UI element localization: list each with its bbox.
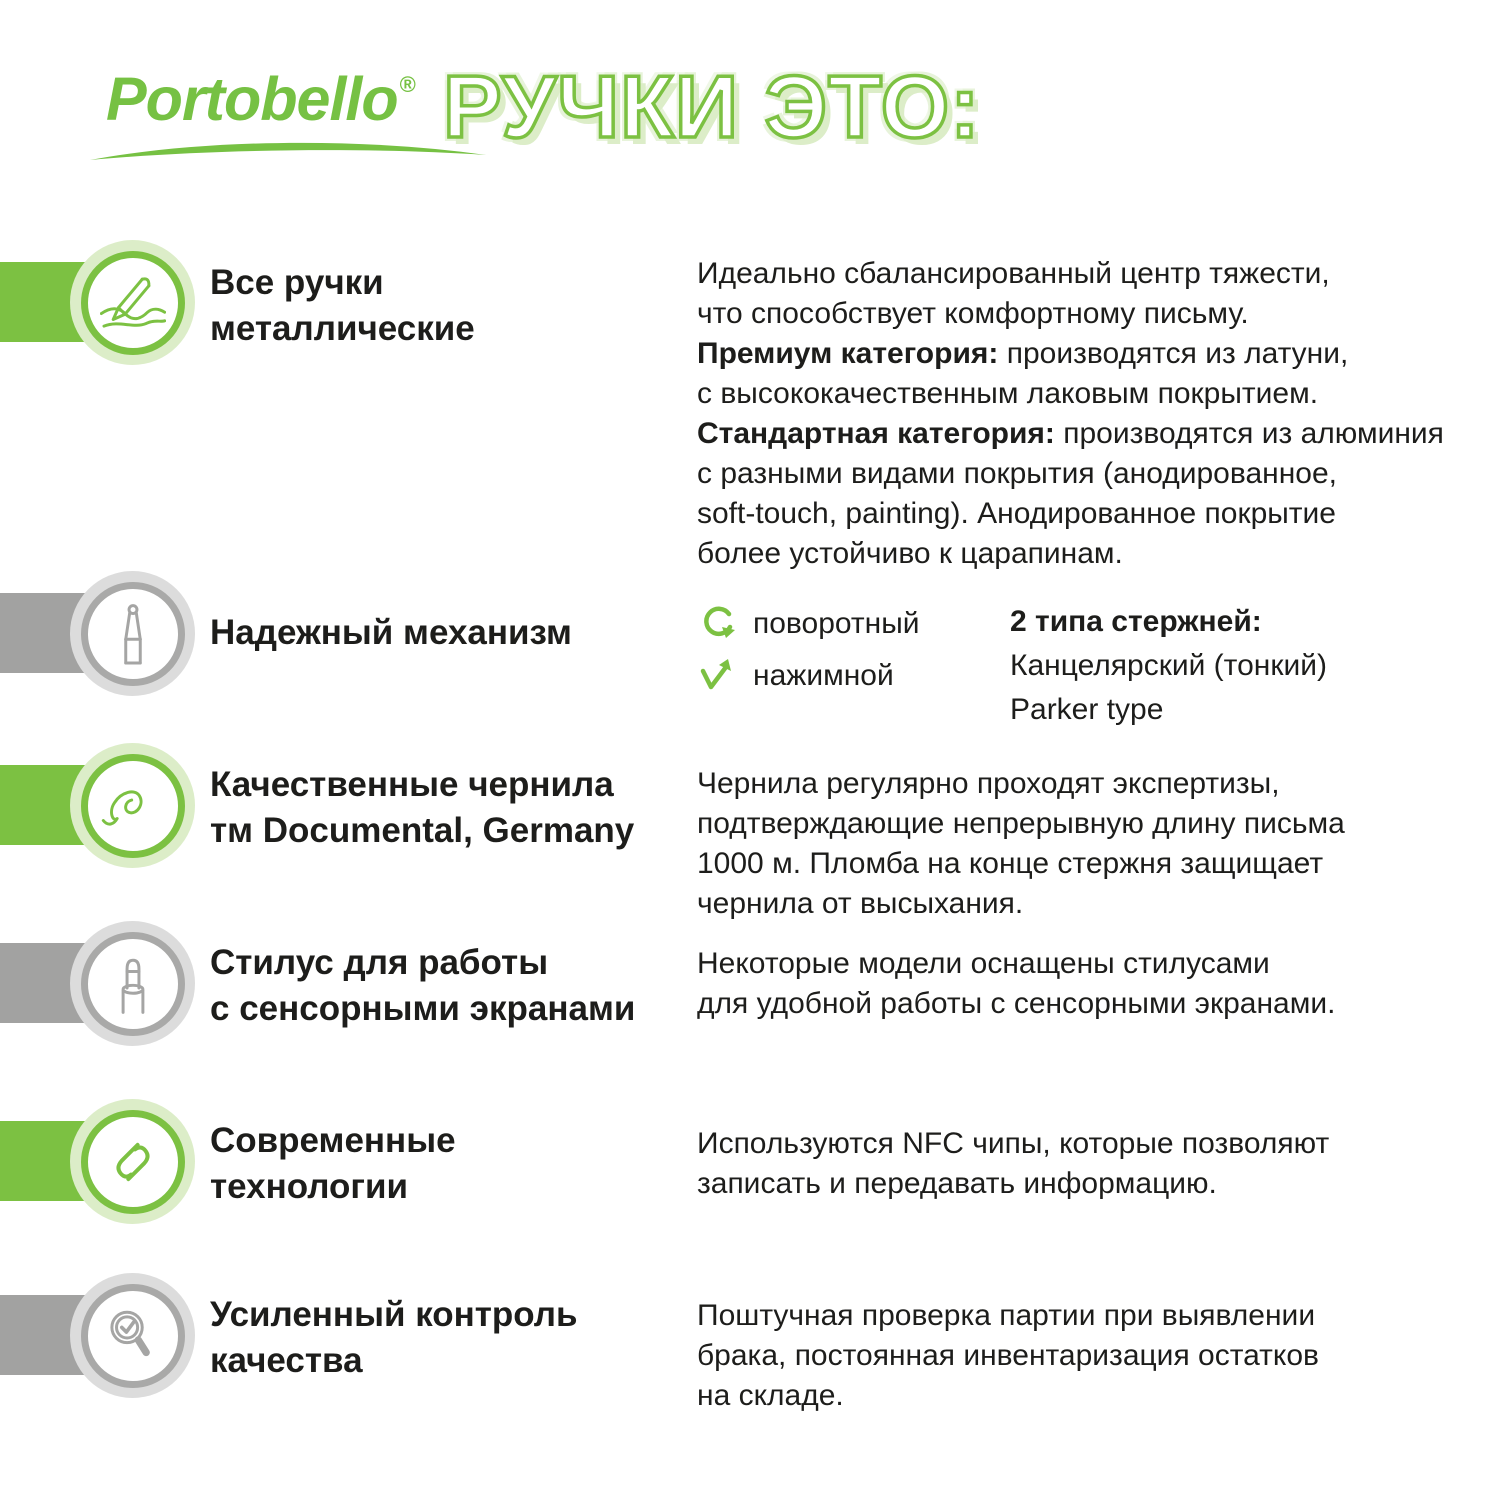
brand-name: Portobello <box>106 65 398 133</box>
mechanism-item <box>697 604 920 644</box>
press-arrow-icon <box>697 656 737 696</box>
feature-title: Надежный механизм <box>210 613 572 652</box>
logo-swoosh <box>88 138 488 164</box>
nfc-icon <box>70 1099 195 1224</box>
stylus-icon <box>70 921 195 1046</box>
mechanism-label: нажимной <box>753 659 894 692</box>
feature-title: Стилус для работы с сенсорными экранами <box>210 943 636 1028</box>
ink-squiggle-icon <box>70 743 195 868</box>
mechanism-label: поворотный <box>753 607 920 640</box>
registered-mark: ® <box>399 72 415 97</box>
page-title: РУЧКИ ЭТО: <box>443 57 981 156</box>
feature-title: Усиленный контроль качества <box>210 1295 578 1380</box>
mechanism-item <box>697 656 894 696</box>
rotate-arrow-icon <box>697 604 737 644</box>
refill-types: 2 типа стержней: Канцелярский (тонкий) Parker type <box>1010 605 1327 726</box>
feature-description: Некоторые модели оснащены стилусами для удобной работы с сенсорными экранами. <box>697 947 1336 1020</box>
magnifier-check-icon <box>70 1273 195 1398</box>
pen-writing-icon <box>70 240 195 365</box>
feature-title: Все ручки металлические <box>210 263 475 348</box>
feature-description: Идеально сбалансированный центр тяжести, что способствует комфортному письму. Премиум категория: производятся из латуни, с высококачественным лаковым покрытием. Стандартная категория: производятся из алюминия с разными видами покрытия (анодированное, soft-touch, painting). Анодированное покрытие более устойчиво к царапинам. <box>697 257 1444 570</box>
feature-description: Используются NFC чипы, которые позволяют записать и передавать информацию. <box>697 1127 1330 1200</box>
feature-description: Чернила регулярно проходят экспертизы, подтверждающие непрерывную длину письма 1000 м. Пломба на конце стержня защищает чернила от высыхания. <box>697 767 1345 920</box>
feature-description: Поштучная проверка партии при выявлении брака, постоянная инвентаризация остатков на складе. <box>697 1299 1319 1412</box>
pen-tip-icon <box>70 571 195 696</box>
feature-title: Современные технологии <box>210 1121 456 1206</box>
feature-title: Качественные чернила тм Documental, Germany <box>210 765 635 850</box>
